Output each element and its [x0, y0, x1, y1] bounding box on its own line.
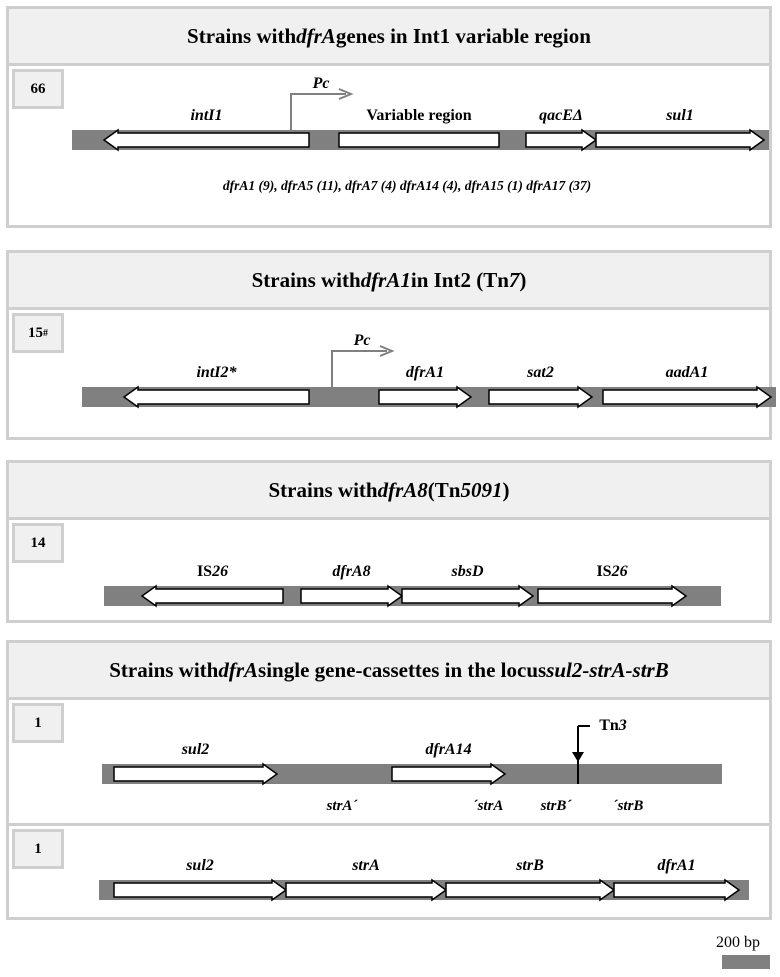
strain-count: 15 #	[12, 313, 64, 353]
gene-label: sul2	[186, 857, 214, 874]
strain-count: 66	[12, 69, 64, 109]
scale-bar-label: 200 bp	[716, 934, 760, 951]
truncated-gene-label: strB´	[540, 798, 572, 814]
gene-label: IS26	[596, 563, 628, 580]
gene-arrow	[489, 387, 592, 407]
gene-map	[9, 520, 775, 620]
gene-arrow	[339, 133, 499, 147]
panel-sul2-locus	[6, 640, 772, 920]
gene-arrow	[446, 880, 614, 900]
panel-title: Strains with dfrA1 in Int2 (Tn 7 )	[9, 253, 769, 310]
gene-label: aadA1	[665, 364, 709, 381]
gene-map	[9, 700, 775, 823]
strain-count: 1	[12, 703, 64, 743]
gene-label: qacEΔ	[539, 107, 583, 124]
promoter-label: Pc	[312, 75, 330, 92]
gene-label: sul2	[181, 741, 210, 758]
truncated-gene-label: ´strB	[612, 798, 644, 814]
gene-arrow	[392, 764, 505, 784]
panel-title: Strains with dfrA single gene-cassettes in the locus sul2-strA-strB	[9, 643, 769, 700]
strain-count: 14	[12, 523, 64, 563]
gene-label: strB	[516, 857, 544, 874]
gene-label: IS26	[196, 563, 229, 580]
panel-tn5091	[6, 460, 772, 623]
promoter-label: Pc	[353, 332, 371, 349]
insertion-arrowhead	[572, 752, 584, 762]
panel-title: Strains with dfrA8 (Tn 5091 )	[9, 463, 769, 520]
row-strain-group	[9, 823, 769, 923]
gene-arrow	[114, 880, 286, 900]
gene-arrow	[286, 880, 446, 900]
gene-arrow	[614, 880, 739, 900]
row-strain-group	[9, 700, 769, 823]
promoter-arrow	[332, 351, 387, 387]
gene-arrow	[603, 387, 771, 407]
variant-list: dfrA1 (9), dfrA5 (11), dfrA7 (4) dfrA14 (4), dfrA15 (1) dfrA17 (37)	[222, 178, 592, 193]
gene-label: dfrA14	[425, 741, 472, 758]
truncated-gene-label: ´strA	[472, 798, 504, 814]
gene-arrow	[114, 764, 277, 784]
strain-count: 1	[12, 829, 64, 869]
gene-arrow	[301, 586, 402, 606]
gene-label: sul1	[666, 107, 694, 124]
gene-label: dfrA1	[657, 857, 696, 874]
truncated-gene-label: strA´	[326, 798, 358, 814]
panel-int1	[6, 6, 772, 228]
promoter-arrow	[291, 94, 346, 130]
scale-bar	[722, 955, 770, 969]
gene-arrow	[596, 130, 764, 150]
gene-arrow	[379, 387, 471, 407]
gene-arrow	[402, 586, 533, 606]
row-strain-group	[9, 520, 769, 620]
gene-arrow	[104, 130, 309, 150]
gene-arrow	[526, 130, 596, 150]
panel-title: Strains with dfrA genes in Int1 variable region	[9, 9, 769, 66]
gene-label: sat2	[527, 364, 554, 381]
gene-label: Variable region	[366, 107, 472, 124]
row-strain-group	[9, 66, 769, 225]
panel-int2	[6, 250, 772, 440]
gene-map	[9, 66, 775, 225]
gene-map	[9, 826, 775, 923]
gene-label: sbsD	[451, 563, 484, 580]
row-strain-group	[9, 310, 769, 437]
gene-arrow	[142, 586, 283, 606]
gene-label: dfrA1	[405, 364, 445, 381]
gene-label: intI1	[190, 107, 223, 124]
gene-label: intI2*	[196, 364, 237, 381]
gene-label: strA	[352, 857, 380, 874]
gene-arrow	[124, 387, 309, 407]
gene-map	[9, 310, 775, 437]
gene-label: dfrA8	[332, 563, 371, 580]
gene-arrow	[538, 586, 686, 606]
insertion-label: Tn3	[599, 717, 627, 734]
